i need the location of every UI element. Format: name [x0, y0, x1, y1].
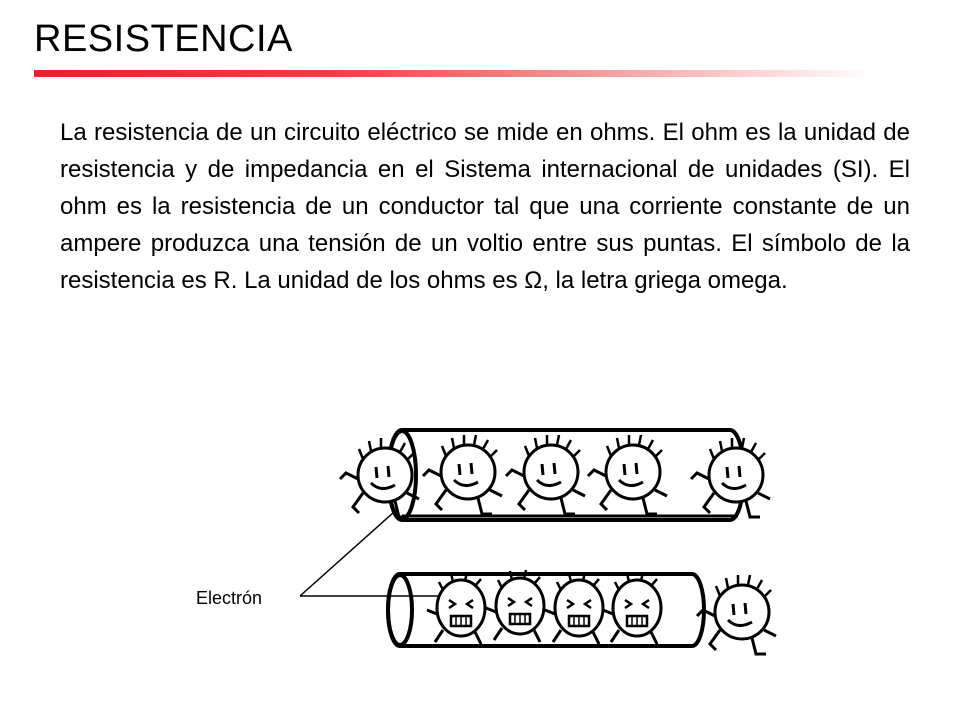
slide-title: RESISTENCIA: [34, 18, 293, 60]
body-paragraph: La resistencia de un circuito eléctrico se mide en ohms. El ohm es la unidad de resistencia y de impedancia en el Sistema internacional de unidades (SI). El ohm es la resistencia de un conductor tal que una corriente constante de un ampere produzca una tensión de un voltio entre sus puntas. El símbolo de la resistencia es R. La unidad de los ohms es Ω, la letra griega omega.: [60, 119, 910, 294]
electron-caption: Electrón: [196, 588, 263, 608]
